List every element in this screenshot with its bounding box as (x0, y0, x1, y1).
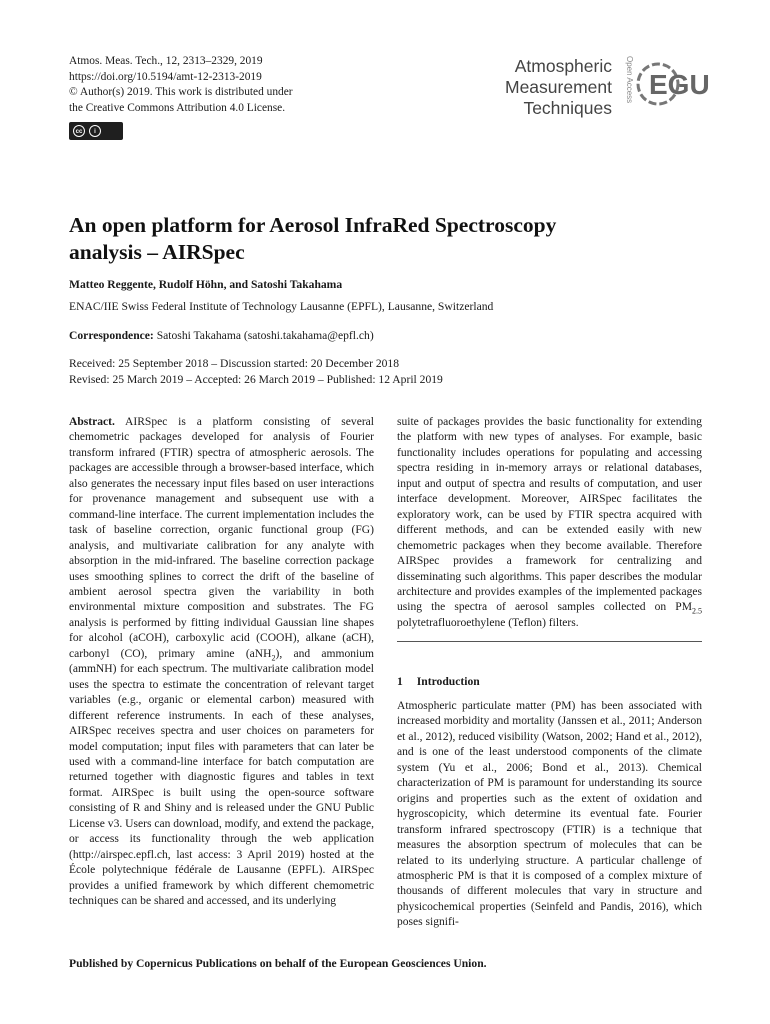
article-metadata (69, 54, 293, 116)
introduction-text (397, 699, 702, 931)
abstract-text: AIRSpec is a platform consisting of several chemometric packages developed for analysis of Fourier transform infrared (FTIR) spectra of atmospheric aerosols. The packages are accessible through a browser-based interface, which also generates the necessary input files based on user interactions for provenance management and subsequent use with a command-line interface. The current implementation includes the task of baseline correction, organic functional group (FG) analysis, and multivariate calibration for any analyte with absorption in the mid-infrared. The baseline correction package uses smoothing splines to correct the drift of the baseline of ambient aerosol spectra given the variability in both environmental mixture composition and substrates. The FG analysis is performed by fitting individual Gaussian line shapes for alcohol (aCOH), carboxylic acid (COOH), alkane (aCH), carbonyl (CO), primary amine (aNH (69, 416, 374, 660)
journal-name (505, 56, 612, 119)
open-access-text: Open Access (625, 56, 634, 104)
abstract-cont-text-2: polytetrafluoroethylene (Teflon) filters. (397, 616, 579, 629)
abstract-sub: 2 (271, 653, 276, 663)
doi-link[interactable]: https://doi.org/10.5194/amt-12-2313-2019 (69, 70, 262, 83)
journal-line-2: Measurement (505, 77, 612, 97)
abstract-text-2: ), and ammonium (ammNH) for each spectrum. The multivariate calibration model uses the spectra to estimate the concentration of relevant target variables (e.g., organic or elemental carbon) measured with different reference instruments. In each of these analyses, AIRSpec receives spectra and user choices on parameters for model computation; input files with parameters that can later be used with a command-line interface for batch computation are returned together with diagnostic figures and tables in text format. AIRSpec is built using the open-source software consisting of R and Shiny and is released under the GNU Public License v3. Users can download, modify, and extend the package, or access its functionality through the web application (http://airspec.epfl.ch, last access: 3 April 2019) hosted at the École polytechnique fédérale de Lausanne (EPFL). AIRSpec provides a unified framework by which different chemometric techniques can be shared and accessed, and its underlying (69, 647, 374, 908)
by-icon: i (89, 125, 101, 137)
dates-line-2: Revised: 25 March 2019 – Accepted: 26 March 2019 – Published: 12 April 2019 (69, 372, 443, 386)
paper-title (69, 212, 629, 266)
publisher-footer: Published by Copernicus Publications on behalf of the European Geosciences Union. (69, 957, 487, 970)
journal-line-1: Atmospheric (514, 56, 612, 76)
abstract-continued (397, 415, 702, 631)
open-access-label (617, 54, 634, 124)
cc-by-icon[interactable] (69, 122, 123, 140)
egu-logo (636, 58, 710, 110)
affiliation: ENAC/IIE Swiss Federal Institute of Technology Lausanne (EPFL), Lausanne, Switzerland (69, 300, 494, 313)
correspondence-label: Correspondence: (69, 329, 154, 342)
abstract-label: Abstract. (69, 416, 115, 428)
egu-text: EGU (649, 69, 710, 100)
license: the Creative Commons Attribution 4.0 License. (69, 101, 286, 114)
journal-line-3: Techniques (523, 98, 612, 118)
correspondence (69, 329, 374, 342)
intro-paragraph: Atmospheric particulate matter (PM) has been associated with increased morbidity and mortality (Janssen et al., 2011; Anderson et al., 2012), reduced visibility (Watson, 2002; Hand et al., 2012), and is one of the least understood components of the climate system (Yu et al., 2006; Bond et al., 2013). Chemical characterization of PM is paramount for understanding its source origins and properties such as the extent of oxidation and hygroscopicity, which determine its eventual fate. Fourier transform infrared spectroscopy (FTIR) is a technique that measures the absorption spectrum of molecules that can be related to its underlying structure. A particular challenge of atmospheric PM is that it is composed of a complex mixture of thousands of different molecules that vary in structure and physicochemical properties (Seinfeld and Pandis, 2016), which poses signifi- (397, 700, 702, 929)
section-title: Introduction (416, 675, 480, 688)
title-line-2: analysis – AIRSpec (69, 240, 245, 264)
correspondence-text: Satoshi Takahama (satoshi.takahama@epfl.ch) (153, 329, 374, 342)
section-divider (397, 641, 702, 642)
abstract (69, 415, 374, 910)
authors: Matteo Reggente, Rudolf Höhn, and Satoshi Takahama (69, 278, 343, 291)
dates (69, 356, 443, 387)
cc-icon: cc (73, 125, 85, 137)
citation: Atmos. Meas. Tech., 12, 2313–2329, 2019 (69, 55, 263, 67)
abstract-cont-sub: 2.5 (692, 606, 702, 616)
section-number: 1 (397, 675, 403, 688)
dates-line-1: Received: 25 September 2018 – Discussion started: 20 December 2018 (69, 357, 400, 370)
title-line-1: An open platform for Aerosol InfraRed Spectroscopy (69, 213, 557, 237)
copyright: © Author(s) 2019. This work is distributed under (69, 86, 293, 99)
abstract-cont-text: suite of packages provides the basic functionality for extending the platform with new types of analyses. For example, basic functionality includes operations for populating and accessing spectra residing in in-memory arrays or relational databases, input and output of spectra and results of computation, and user interface development. Moreover, AIRSpec facilitates the exploratory work, can be used by FTIR spectra acquired with different methods, and can be extended easily with new chemometric packages when they become available. Therefore AIRSpec provides a framework for centralizing and disseminating such algorithms. This paper describes the modular architecture and provides examples of the implemented packages using the spectra of aerosol samples collected on PM (397, 416, 702, 614)
section-heading (397, 675, 480, 688)
